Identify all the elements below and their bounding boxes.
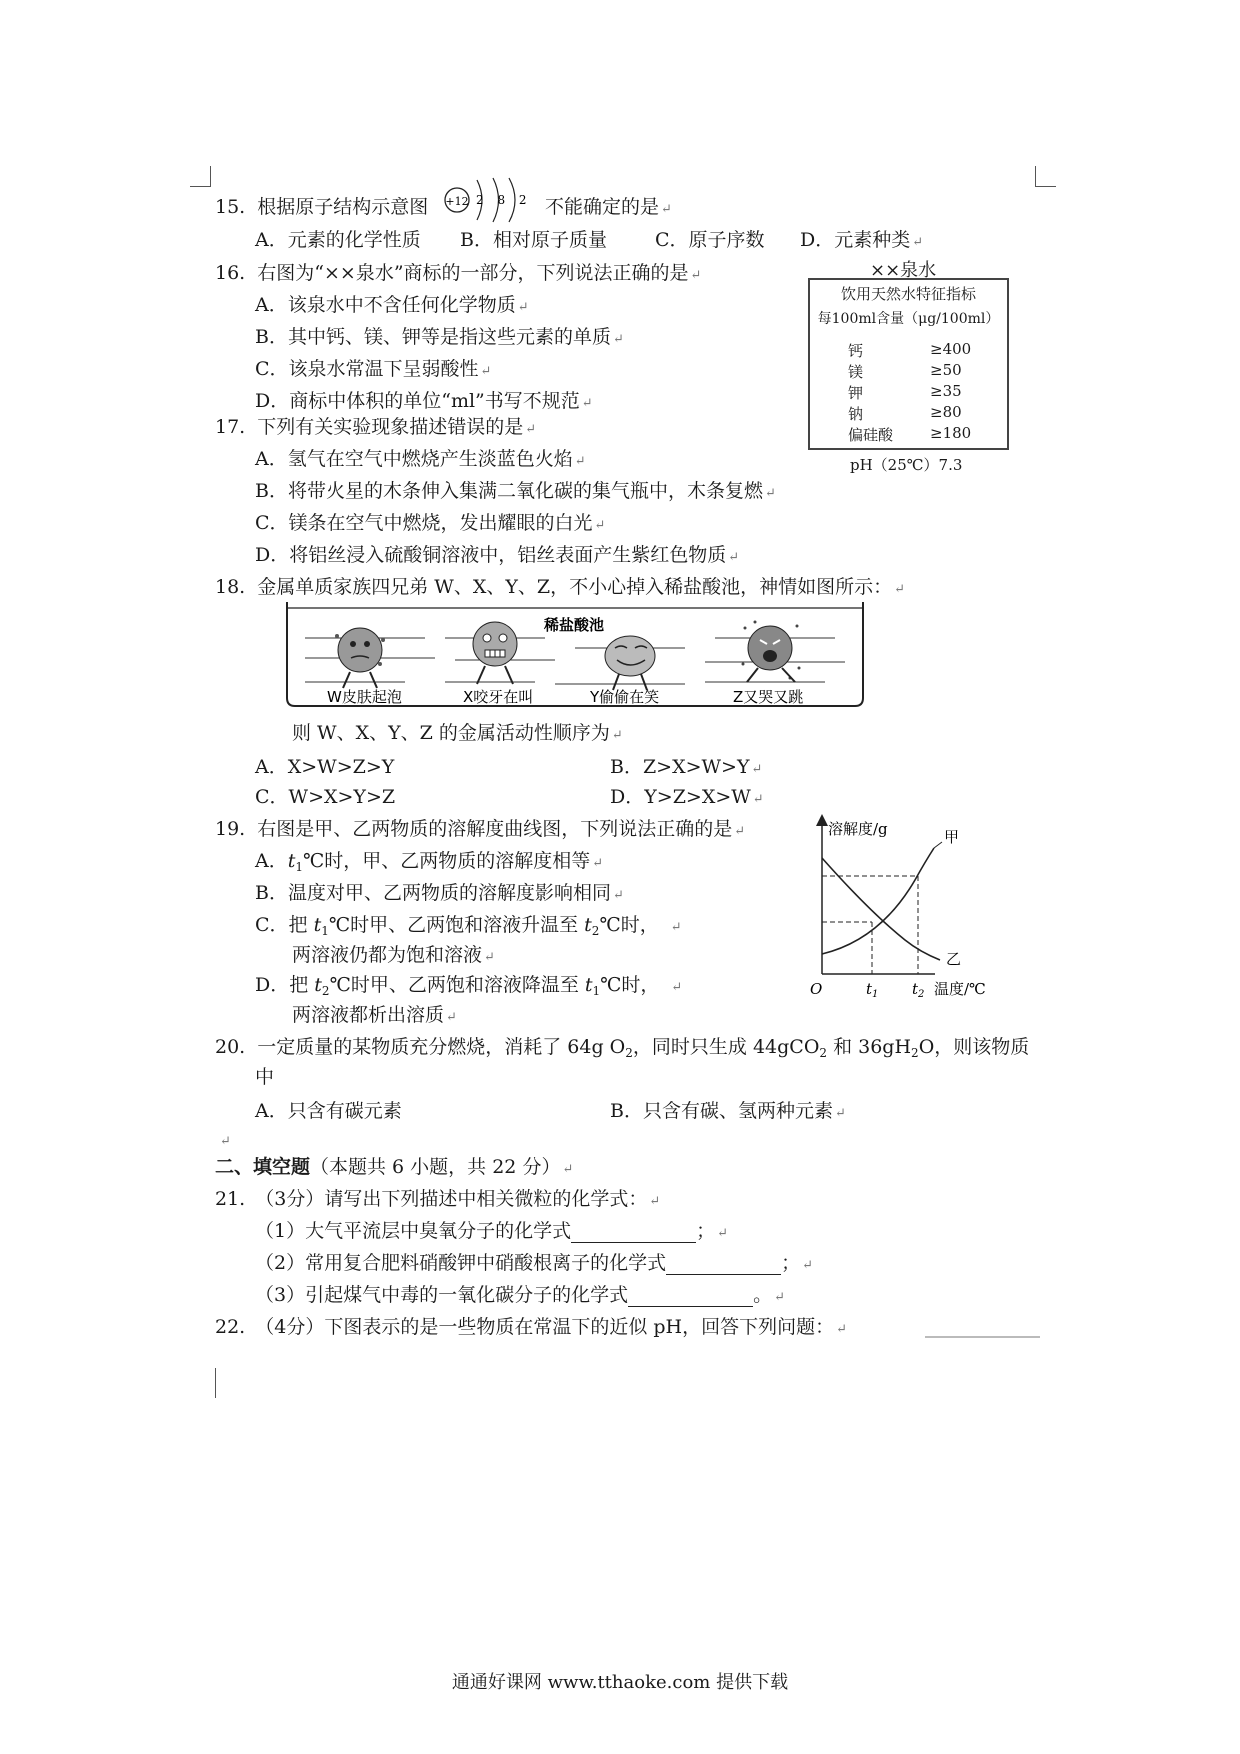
q20-option-b: B．只含有碳、氢两种元素 ↵	[610, 1100, 846, 1122]
metal-y-figure	[605, 636, 655, 690]
q21-item-3: （3）引起煤气中毒的一氧化碳分子的化学式 。 ↵	[255, 1284, 786, 1306]
question-21: 21. （3分）请写出下列描述中相关微粒的化学式： ↵	[215, 1188, 661, 1210]
question-stem: 金属单质家族四兄弟 W、X、Y、Z，不小心掉入稀盐酸池，神情如图所示：	[257, 576, 893, 598]
answer-blank-2[interactable]	[666, 1256, 781, 1275]
question-number: 21.	[215, 1188, 246, 1210]
caption-y: Y偷偷在笑	[590, 688, 660, 706]
question-number: 15.	[215, 196, 246, 218]
t2-label: $t_2$	[912, 980, 925, 1000]
q17-option-c: C．镁条在空气中燃烧，发出耀眼的白光 ↵	[255, 512, 606, 534]
answer-blank-3[interactable]	[628, 1288, 753, 1307]
t1-label: $t_1$	[866, 980, 879, 1000]
section-2-note: （本题共 6 小题，共 22 分）	[310, 1156, 561, 1178]
question-number: 20.	[215, 1036, 246, 1058]
caption-x: X咬牙在叫	[463, 688, 534, 706]
question-20	[215, 1032, 1029, 1060]
nucleus-charge: +12	[445, 195, 469, 208]
q18-option-d: D．Y>Z>X>W ↵	[610, 786, 764, 808]
q19-option-b: B．温度对甲、乙两物质的溶解度影响相同 ↵	[255, 882, 624, 904]
curve-yi	[822, 858, 940, 960]
q21-item-1: （1）大气平流层中臭氧分子的化学式 ； ↵	[255, 1220, 729, 1242]
q15-option-c: C．原子序数	[655, 229, 765, 251]
question-number: 22.	[215, 1316, 246, 1338]
metal-x-figure	[473, 622, 517, 684]
origin-label: O	[810, 980, 823, 998]
q20-option-a: A．只含有碳元素	[255, 1100, 402, 1122]
metal-w-figure	[335, 628, 385, 688]
spring-water-label: 饮用天然水特征指标 每100ml含量（μg/100ml） 钙 ≥400 镁 ≥50 钾 ≥35 钠 ≥80 偏硅酸 ≥180	[808, 278, 1009, 450]
acid-pool-illustration	[285, 598, 865, 710]
shell-electrons: 2 8 2	[476, 193, 532, 207]
q19-option-c: C．把 $t_1℃$时甲、乙两饱和溶液升温至 $t_2℃$时， ↵	[255, 914, 682, 938]
section-2-title: 二、填空题	[215, 1156, 311, 1178]
pool-label: 稀盐酸池	[543, 616, 605, 634]
label-header-1: 饮用天然水特征指标	[840, 285, 976, 303]
question-number: 18.	[215, 576, 246, 598]
curve-jia	[822, 848, 934, 954]
q21-item-2: （2）常用复合肥料硝酸钾中硝酸根离子的化学式 ； ↵	[255, 1252, 814, 1274]
scan-speck	[925, 1336, 1040, 1338]
q16-option-d: D．商标中体积的单位“ml”书写不规范 ↵	[255, 390, 593, 412]
q17-option-a: A．氢气在空气中燃烧产生淡蓝色火焰 ↵	[255, 448, 586, 470]
question-18: 18. 金属单质家族四兄弟 W、X、Y、Z，不小心掉入稀盐酸池，神情如图所示： ↵	[215, 576, 906, 598]
question-stem: （4分）下图表示的是一些物质在常温下的近似 pH，回答下列问题：	[255, 1316, 835, 1338]
answer-blank-1[interactable]	[571, 1224, 696, 1243]
section-2-heading: 二、填空题（本题共 6 小题，共 22 分） ↵	[215, 1156, 574, 1178]
return-mark: ↵	[661, 202, 672, 217]
x-axis-label: 温度/℃	[934, 980, 986, 998]
question-stem: 根据原子结构示意图	[257, 196, 429, 218]
q18-option-c: C．W>X>Y>Z	[255, 786, 396, 808]
spring-water-title: ××泉水	[870, 260, 937, 281]
q16-option-c: C．该泉水常温下呈弱酸性 ↵	[255, 358, 492, 380]
question-stem: 一定质量的某物质充分燃烧，消耗了 64g $O_2$，同时只生成 44gCO$_2$ 和 $36gH_2O$，则该物质	[257, 1036, 1030, 1060]
question-17: 17. 下列有关实验现象描述错误的是 ↵	[215, 416, 537, 438]
question-16: 16. 右图为“××泉水”商标的一部分，下列说法正确的是 ↵	[215, 262, 702, 284]
metal-z-figure	[742, 621, 801, 683]
q19-option-d: D．把 $t_2℃$时甲、乙两饱和溶液降温至 $t_1℃$时， ↵	[255, 974, 683, 998]
question-stem: 下列有关实验现象描述错误的是	[257, 416, 524, 438]
corner-mark-top-right	[1035, 166, 1056, 187]
y-axis-label: 溶解度/g	[828, 820, 888, 838]
q18-question: 则 W、X、Y、Z 的金属活动性顺序为 ↵	[292, 722, 623, 744]
q19-option-a: A．$t_1℃$时，甲、乙两物质的溶解度相等 ↵	[255, 850, 604, 874]
label-header-2: 每100ml含量（μg/100ml）	[817, 311, 1000, 327]
q16-option-a: A．该泉水中不含任何化学物质 ↵	[255, 294, 529, 316]
curve-label-jia: 甲	[944, 828, 960, 846]
q19-option-c-line2: 两溶液仍都为饱和溶液 ↵	[292, 944, 495, 966]
q15-option-b: B．相对原子质量	[460, 229, 607, 251]
blank-line-mark: ↵	[220, 1134, 231, 1149]
q17-option-b: B．将带火星的木条伸入集满二氧化碳的集气瓶中，木条复燃 ↵	[255, 480, 776, 502]
q17-option-d: D．将铝丝浸入硫酸铜溶液中，铝丝表面产生紫红色物质 ↵	[255, 544, 740, 566]
q20-stem-line2: 中	[255, 1066, 275, 1088]
question-stem: （3分）请写出下列描述中相关微粒的化学式：	[255, 1188, 648, 1210]
question-stem: 右图是甲、乙两物质的溶解度曲线图，下列说法正确的是	[257, 818, 733, 840]
corner-mark-bottom-left	[215, 1368, 217, 1398]
question-stem: 右图为“××泉水”商标的一部分，下列说法正确的是	[257, 262, 689, 284]
q18-option-b: B．Z>X>W>Y ↵	[610, 756, 763, 778]
question-19: 19. 右图是甲、乙两物质的溶解度曲线图，下列说法正确的是 ↵	[215, 818, 746, 840]
corner-mark-top-left	[190, 166, 211, 187]
q19-option-d-line2: 两溶液都析出溶质 ↵	[292, 1004, 457, 1026]
curve-label-yi: 乙	[946, 950, 962, 968]
question-number: 16.	[215, 262, 246, 284]
question-22: 22. （4分）下图表示的是一些物质在常温下的近似 pH，回答下列问题： ↵	[215, 1316, 848, 1338]
q16-option-b: B．其中钙、镁、钾等是指这些元素的单质 ↵	[255, 326, 624, 348]
question-number: 19.	[215, 818, 246, 840]
q15-option-d: D．元素种类 ↵	[800, 229, 924, 251]
solubility-curve-graph	[810, 812, 1010, 1004]
label-leader-jia	[934, 842, 942, 848]
label-ph: pH（25℃）7.3	[850, 456, 963, 474]
atom-structure-diagram	[443, 174, 543, 230]
page-footer: 通通好课网 www.tthaoke.com 提供下载	[451, 1672, 789, 1693]
question-15-tail: 不能确定的是 ↵	[545, 196, 672, 218]
question-number: 17.	[215, 416, 246, 438]
question-15	[215, 192, 428, 219]
caption-z: Z又哭又跳	[733, 688, 804, 706]
caption-w: W皮肤起泡	[327, 688, 402, 706]
q15-option-a: A．元素的化学性质	[255, 229, 421, 251]
q18-option-a: A．X>W>Z>Y	[255, 756, 395, 778]
